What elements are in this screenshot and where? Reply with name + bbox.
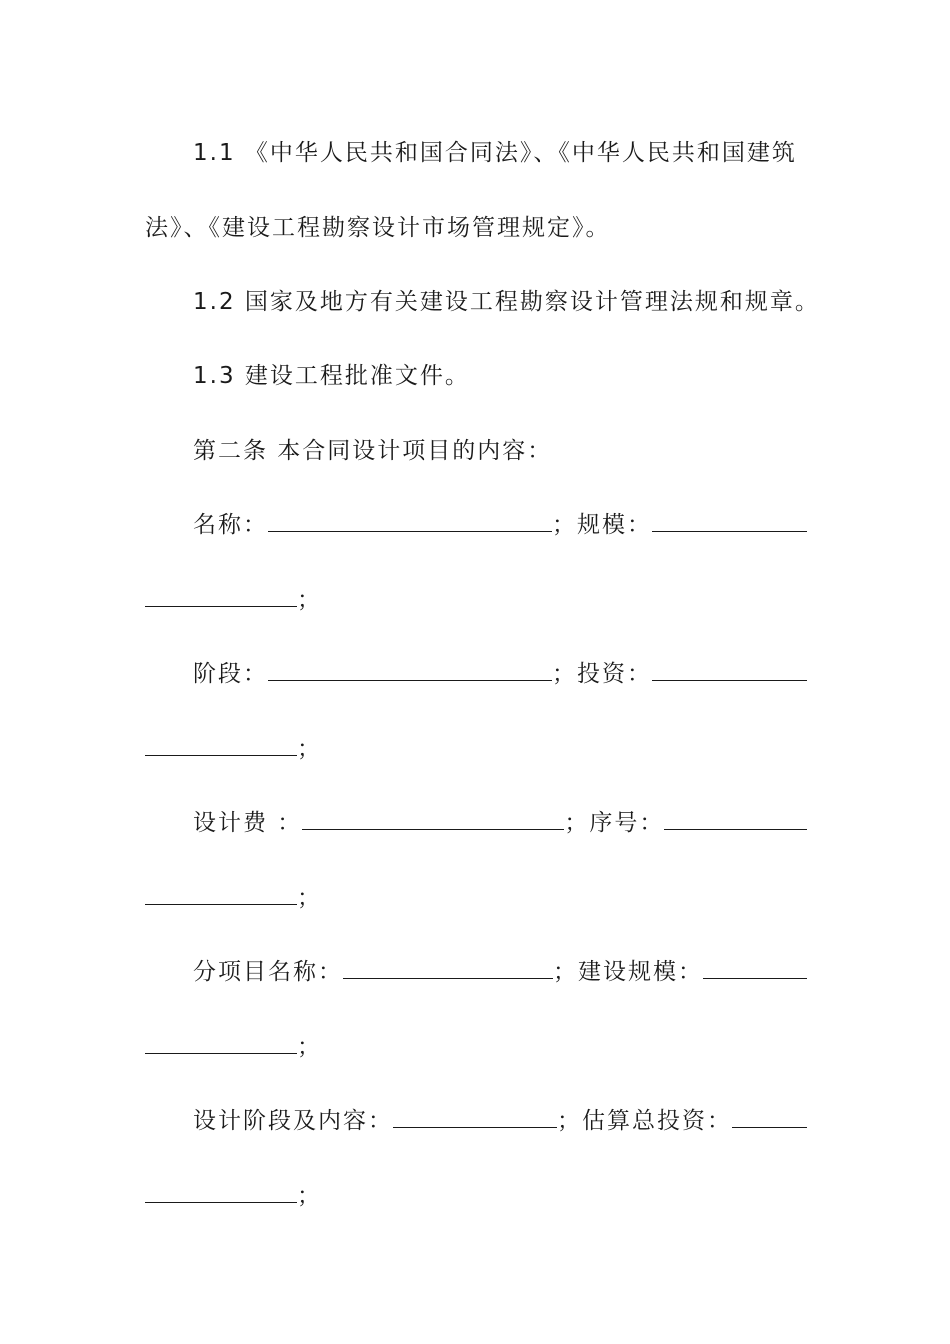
- field-label-subproject: 分项目名称：: [193, 959, 343, 985]
- field-blank-serial[interactable]: [664, 805, 807, 830]
- field-blank-design-stage[interactable]: [393, 1103, 557, 1128]
- field-blank-estimate-cont[interactable]: [145, 1178, 297, 1203]
- article-2-heading: 第二条 本合同设计项目的内容：: [193, 438, 553, 464]
- field-row-continuation: [145, 1178, 807, 1214]
- field-label-serial: 序号：: [589, 810, 665, 836]
- clause-1-1-line2: 法》、《建设工程勘察设计市场管理规定》。: [145, 215, 611, 241]
- field-blank-stage[interactable]: [268, 656, 552, 681]
- field-blank-subproject[interactable]: [343, 954, 553, 979]
- field-label-fee: 设计费 ：: [193, 810, 303, 836]
- field-blank-estimate[interactable]: [732, 1103, 807, 1128]
- field-row-subproject-scale: [145, 954, 807, 990]
- field-separator: ；: [552, 512, 577, 538]
- field-blank-build-scale-cont[interactable]: [145, 1029, 297, 1054]
- field-blank-serial-cont[interactable]: [145, 880, 297, 905]
- field-end: ；: [297, 587, 322, 613]
- field-blank-scale-cont[interactable]: [145, 582, 297, 607]
- field-separator: ；: [564, 810, 590, 836]
- field-label-investment: 投资：: [577, 661, 652, 687]
- field-row-continuation: [145, 731, 807, 767]
- field-row-continuation: [145, 880, 807, 916]
- field-blank-fee[interactable]: [302, 805, 564, 830]
- field-label-design-stage: 设计阶段及内容：: [193, 1108, 393, 1134]
- field-blank-name[interactable]: [268, 507, 552, 532]
- field-end: ；: [297, 885, 322, 911]
- field-label-build-scale: 建设规模：: [578, 959, 703, 985]
- field-end: ；: [297, 736, 322, 762]
- field-separator: ；: [553, 959, 578, 985]
- field-blank-investment-cont[interactable]: [145, 731, 297, 756]
- field-blank-scale[interactable]: [652, 507, 807, 532]
- clause-1-3: 1.3 建设工程批准文件。: [193, 363, 470, 389]
- field-row-stage-investment: [145, 656, 807, 692]
- field-end: ；: [297, 1034, 322, 1060]
- field-blank-build-scale[interactable]: [703, 954, 807, 979]
- clause-1-1-line1: 1.1 《中华人民共和国合同法》、《中华人民共和国建筑: [193, 140, 797, 166]
- field-row-design-stage-estimate: [145, 1103, 807, 1139]
- field-end: ；: [297, 1183, 322, 1209]
- field-separator: ；: [552, 661, 577, 687]
- clause-1-2: 1.2 国家及地方有关建设工程勘察设计管理法规和规章。: [193, 289, 820, 315]
- field-label-scale: 规模：: [577, 512, 652, 538]
- field-row-continuation: [145, 582, 807, 618]
- field-row-fee-serial: [145, 805, 807, 841]
- field-row-name-scale: [145, 507, 807, 543]
- field-blank-investment[interactable]: [652, 656, 807, 681]
- field-label-name: 名称：: [193, 512, 268, 538]
- field-separator: ；: [557, 1108, 582, 1134]
- field-label-stage: 阶段：: [193, 661, 268, 687]
- field-label-estimate: 估算总投资：: [582, 1108, 732, 1134]
- field-row-continuation: [145, 1029, 807, 1065]
